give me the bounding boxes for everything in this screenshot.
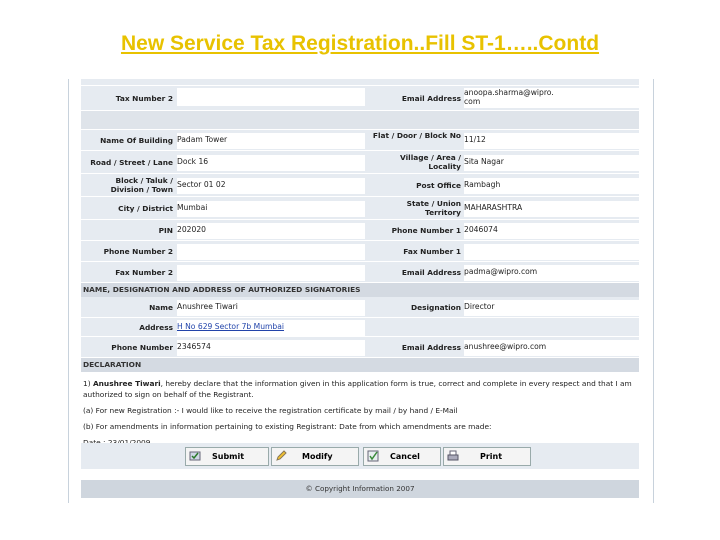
signatory-phone-label: Phone Number [111, 343, 173, 352]
signatory-phone-field[interactable]: 2346574 [177, 340, 365, 356]
email-address-field[interactable] [464, 88, 639, 108]
phone-1-field[interactable]: 2046074 [464, 223, 639, 239]
modify-label: Modify [302, 452, 333, 461]
flat-field[interactable]: 11/12 [464, 133, 639, 149]
signatory-name-field[interactable]: Anushree Tiwari [177, 300, 365, 316]
form-row [81, 130, 639, 151]
city-label: City / District [118, 204, 173, 213]
fax-2-field[interactable] [177, 265, 365, 281]
cancel-button[interactable] [363, 447, 441, 466]
signatory-section-header: NAME, DESIGNATION AND ADDRESS OF AUTHORIZED SIGNATORIES [81, 283, 639, 297]
registration-form [81, 79, 639, 474]
printer-icon [447, 450, 459, 462]
copyright-footer: © Copyright Information 2007 [81, 480, 639, 498]
email-line-2: com [464, 97, 481, 106]
flat-label: Flat / Door / Block No [372, 131, 461, 140]
submit-button[interactable] [185, 447, 269, 466]
phone-2-field[interactable] [177, 244, 365, 260]
form-row [81, 262, 639, 283]
pin-field[interactable]: 202020 [177, 223, 365, 239]
declaration-prefix: 1) [83, 379, 91, 388]
post-office-label: Post Office [416, 181, 461, 190]
email-field[interactable]: padma@wipro.com [464, 265, 639, 281]
state-label: State / Union Territory [406, 199, 461, 217]
clipped-row [81, 79, 639, 86]
village-label: Village / Area / Locality [400, 153, 461, 171]
building-label: Name Of Building [100, 136, 173, 145]
signatory-email-field[interactable]: anushree@wipro.com [464, 340, 639, 356]
declarant-name: Anushree Tiwari [92, 379, 161, 388]
section-gap [81, 111, 639, 130]
signatory-address-label: Address [139, 323, 173, 332]
signatory-email-label: Email Address [401, 343, 461, 352]
submit-icon [189, 450, 201, 462]
road-label: Road / Street / Lane [90, 158, 173, 167]
tax-number-2-field[interactable] [177, 88, 365, 106]
form-row [81, 318, 639, 337]
declaration-statement: , hereby declare that the information given in this application form is true, correct and complete in every respect and that I am authorized to sign on behalf of the Registrant. [83, 379, 632, 399]
block-label: Block / Taluk / Division / Town [110, 176, 173, 194]
village-field[interactable]: Sita Nagar [464, 155, 639, 171]
pencil-icon [275, 450, 287, 462]
designation-field[interactable]: Director [464, 300, 639, 316]
fax-1-field[interactable] [464, 244, 639, 260]
phone-1-label: Phone Number 1 [391, 226, 461, 235]
pin-label: PIN [158, 226, 173, 235]
post-office-field[interactable]: Rambagh [464, 178, 639, 194]
phone-2-label: Phone Number 2 [103, 247, 173, 256]
state-field[interactable]: MAHARASHTRA [464, 201, 639, 217]
road-field[interactable]: Dock 16 [177, 155, 365, 171]
slide-title: New Service Tax Registration..Fill ST-1…..Contd [120, 32, 600, 55]
declaration-line-2: (a) For new Registration :- I would like to receive the registration certificate by mail / by hand / E-Mail [83, 406, 458, 415]
cancel-label: Cancel [390, 452, 420, 461]
declaration-line-1 [83, 378, 637, 400]
declaration-line-3: (b) For amendments in information pertaining to existing Registrant: Date from which amendments are made: [83, 422, 492, 431]
form-row [81, 241, 639, 262]
designation-label: Designation [410, 303, 461, 312]
declaration-section-header: DECLARATION [81, 358, 639, 372]
submit-label: Submit [212, 452, 245, 461]
form-row [81, 197, 639, 220]
city-field[interactable]: Mumbai [177, 201, 365, 217]
form-row [81, 337, 639, 358]
block-field[interactable]: Sector 01 02 [177, 178, 365, 194]
tax-number-2-label: Tax Number 2 [115, 94, 173, 103]
fax-1-label: Fax Number 1 [403, 247, 461, 256]
signatory-name-label: Name [149, 303, 173, 312]
form-row-top [81, 86, 639, 111]
form-row [81, 220, 639, 241]
form-screenshot [68, 79, 654, 503]
print-button[interactable] [443, 447, 531, 466]
fax-2-label: Fax Number 2 [115, 268, 173, 277]
print-label: Print [480, 452, 503, 461]
email-line-1: anoopa.sharma@wipro. [464, 88, 554, 97]
modify-button[interactable] [271, 447, 359, 466]
signatory-address-field[interactable]: H No 629 Sector 7b Mumbai [177, 320, 365, 336]
email-label: Email Address [401, 268, 461, 277]
email-address-label: Email Address [401, 94, 461, 103]
button-bar [81, 443, 639, 469]
building-field[interactable]: Padam Tower [177, 133, 365, 149]
form-row [81, 174, 639, 197]
form-row [81, 297, 639, 318]
form-row [81, 151, 639, 174]
cancel-icon [367, 450, 379, 462]
